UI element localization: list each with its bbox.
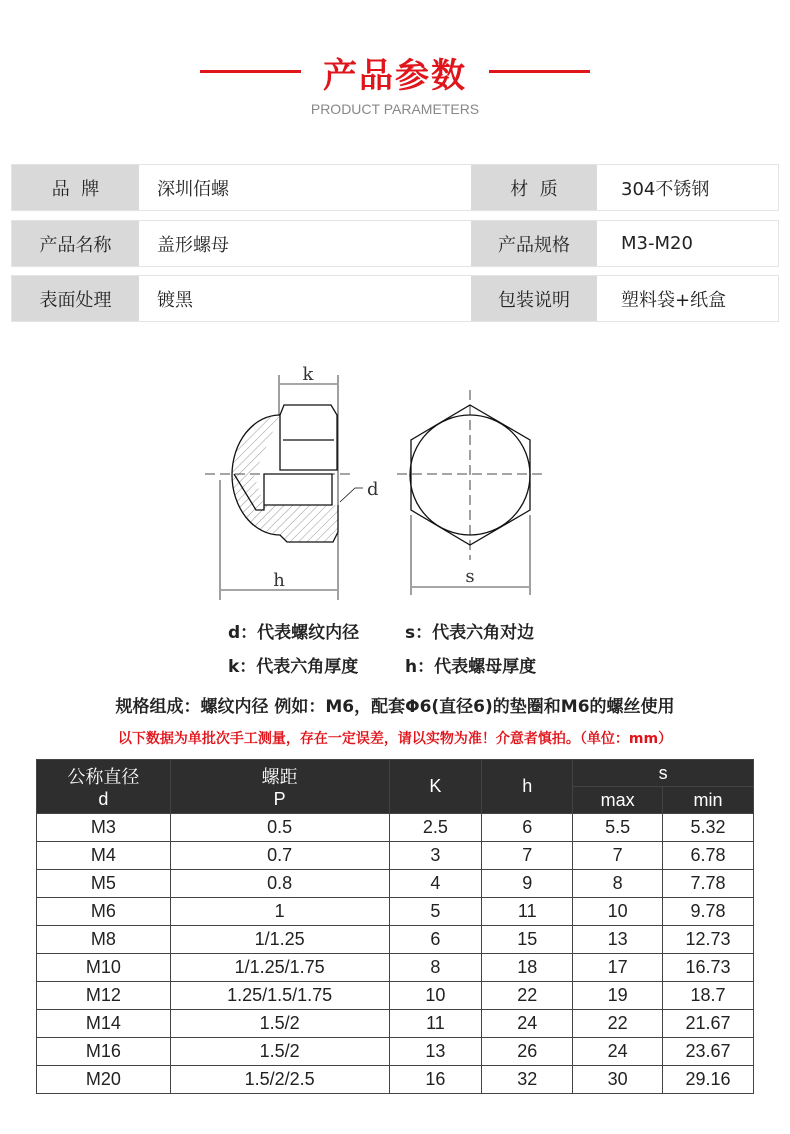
spec-table: [36, 759, 754, 1094]
table-cell: 1: [170, 898, 389, 926]
table-cell: 32: [482, 1066, 573, 1094]
param-row: [11, 164, 779, 211]
table-row: [37, 1038, 754, 1066]
param-value: 塑料袋+纸盒: [597, 276, 778, 321]
table-cell: 22: [573, 1010, 663, 1038]
table-row: [37, 1010, 754, 1038]
table-cell: 1.5/2/2.5: [170, 1066, 389, 1094]
spec-note: 规格组成：螺纹内径 例如：M6，配套Φ6(直径6)的垫圈和M6的螺丝使用: [115, 697, 675, 717]
table-cell: 9.78: [663, 898, 754, 926]
param-value: 304不锈钢: [597, 165, 778, 210]
param-value: 镀黑: [139, 276, 471, 321]
param-value: 盖形螺母: [139, 221, 471, 266]
table-cell: 3: [389, 842, 482, 870]
param-label: 表面处理: [12, 276, 139, 321]
table-cell: 11: [389, 1010, 482, 1038]
table-cell: 7: [573, 842, 663, 870]
table-cell: 5.32: [663, 814, 754, 842]
table-cell: 15: [482, 926, 573, 954]
table-cell: 7.78: [663, 870, 754, 898]
table-cell: 21.67: [663, 1010, 754, 1038]
param-label: 包装说明: [471, 276, 597, 321]
header-s-max: max: [573, 787, 663, 814]
table-cell: M10: [37, 954, 171, 982]
table-row: [37, 814, 754, 842]
table-cell: 2.5: [389, 814, 482, 842]
table-row: [37, 870, 754, 898]
table-row: [37, 842, 754, 870]
table-cell: 8: [389, 954, 482, 982]
table-cell: 22: [482, 982, 573, 1010]
page-subtitle: PRODUCT PARAMETERS: [310, 101, 480, 117]
table-cell: 6: [389, 926, 482, 954]
table-cell: 24: [482, 1010, 573, 1038]
table-row: [37, 898, 754, 926]
table-cell: 26: [482, 1038, 573, 1066]
table-cell: 1.25/1.5/1.75: [170, 982, 389, 1010]
legend-d: d：代表螺纹内径: [228, 623, 360, 643]
table-cell: 12.73: [663, 926, 754, 954]
legend-s: s：代表六角对边: [405, 623, 535, 643]
header-diameter: 公称直径 d: [37, 760, 171, 814]
table-cell: M14: [37, 1010, 171, 1038]
label-h: h: [273, 570, 285, 591]
table-cell: M16: [37, 1038, 171, 1066]
table-cell: M8: [37, 926, 171, 954]
table-cell: 6.78: [663, 842, 754, 870]
table-cell: 17: [573, 954, 663, 982]
param-row: [11, 275, 779, 322]
param-value: M3-M20: [597, 221, 778, 266]
table-cell: 30: [573, 1066, 663, 1094]
table-cell: 23.67: [663, 1038, 754, 1066]
param-label: 材 质: [471, 165, 597, 210]
table-cell: 29.16: [663, 1066, 754, 1094]
param-label: 产品规格: [471, 221, 597, 266]
measurement-warning: 以下数据为单批次手工测量，存在一定误差，请以实物为准！介意者慎拍。（单位：mm）: [117, 731, 673, 747]
table-row: [37, 926, 754, 954]
header-s: s: [573, 760, 754, 787]
table-cell: 9: [482, 870, 573, 898]
table-cell: 5.5: [573, 814, 663, 842]
param-row: [11, 220, 779, 267]
table-cell: M12: [37, 982, 171, 1010]
table-cell: 5: [389, 898, 482, 926]
table-cell: M4: [37, 842, 171, 870]
page-title: 产品参数: [323, 56, 467, 96]
table-cell: 13: [573, 926, 663, 954]
table-cell: 0.5: [170, 814, 389, 842]
table-cell: M20: [37, 1066, 171, 1094]
cap-nut-diagram: [200, 360, 560, 600]
table-cell: 0.8: [170, 870, 389, 898]
param-label: 品 牌: [12, 165, 139, 210]
param-label: 产品名称: [12, 221, 139, 266]
table-cell: 10: [573, 898, 663, 926]
table-cell: 10: [389, 982, 482, 1010]
table-cell: 1.5/2: [170, 1010, 389, 1038]
table-cell: 18: [482, 954, 573, 982]
legend-h: h：代表螺母厚度: [405, 657, 537, 677]
table-cell: M5: [37, 870, 171, 898]
table-cell: 7: [482, 842, 573, 870]
table-cell: 24: [573, 1038, 663, 1066]
header-s-min: min: [663, 787, 754, 814]
header-k: K: [389, 760, 482, 814]
table-cell: 4: [389, 870, 482, 898]
label-d: d: [367, 479, 379, 500]
table-cell: 13: [389, 1038, 482, 1066]
header-pitch: 螺距 P: [170, 760, 389, 814]
table-cell: 1/1.25/1.75: [170, 954, 389, 982]
table-cell: 16: [389, 1066, 482, 1094]
label-s: s: [465, 566, 475, 587]
header-h: h: [482, 760, 573, 814]
table-cell: 19: [573, 982, 663, 1010]
table-cell: M6: [37, 898, 171, 926]
label-k: k: [302, 364, 314, 385]
table-cell: 1/1.25: [170, 926, 389, 954]
table-cell: 18.7: [663, 982, 754, 1010]
table-cell: 8: [573, 870, 663, 898]
table-cell: 11: [482, 898, 573, 926]
param-value: 深圳佰螺: [139, 165, 471, 210]
table-row: [37, 1066, 754, 1094]
table-row: [37, 954, 754, 982]
table-cell: 6: [482, 814, 573, 842]
table-cell: 1.5/2: [170, 1038, 389, 1066]
table-row: [37, 982, 754, 1010]
legend-k: k：代表六角厚度: [228, 657, 359, 677]
table-cell: 16.73: [663, 954, 754, 982]
table-cell: 0.7: [170, 842, 389, 870]
table-cell: M3: [37, 814, 171, 842]
